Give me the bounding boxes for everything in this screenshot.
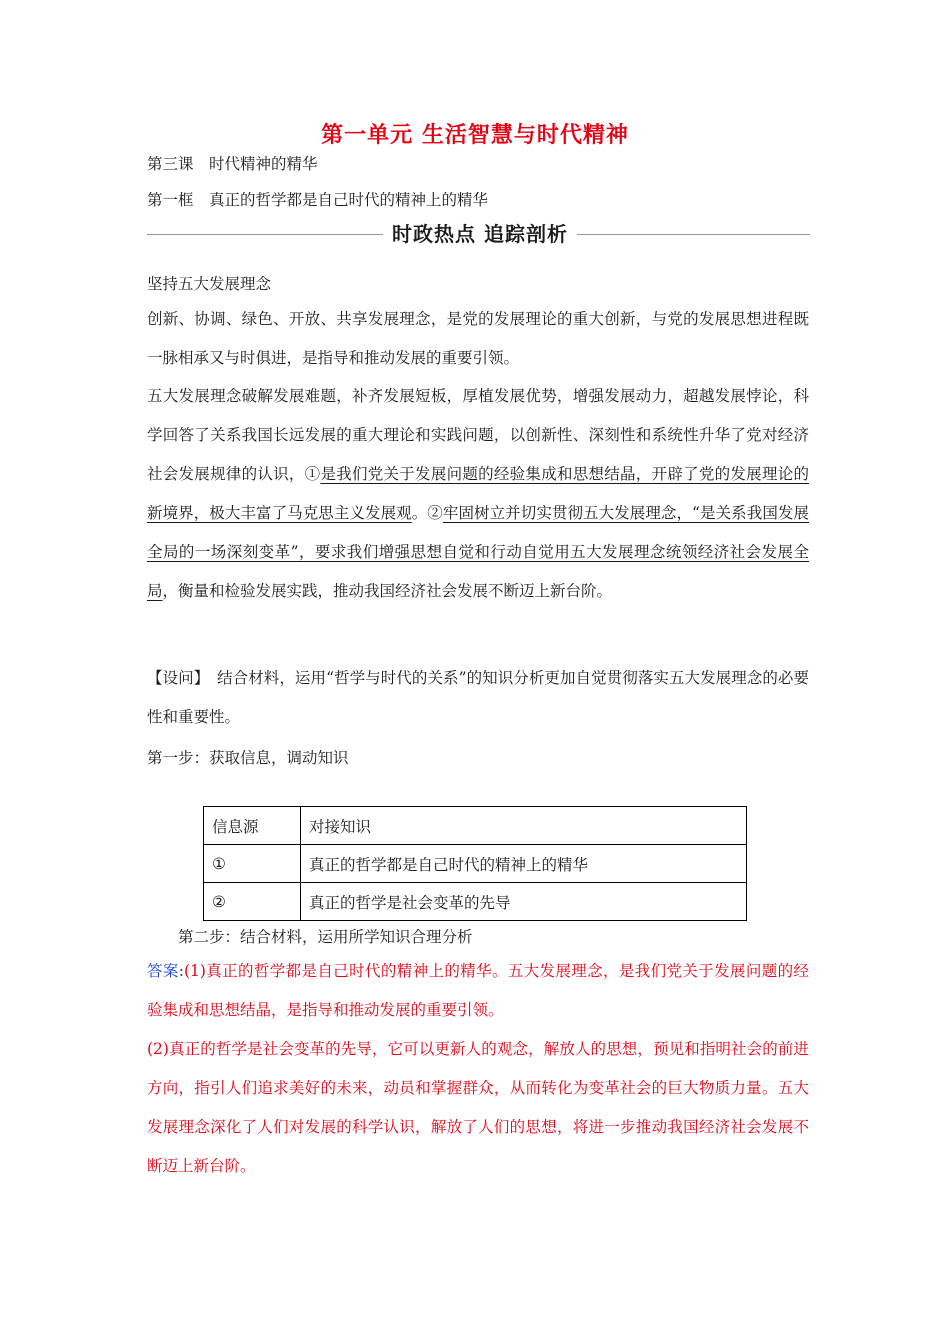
banner-rule-right <box>577 234 810 235</box>
material-text: 。② <box>411 504 443 522</box>
table-header-row <box>204 807 747 845</box>
section-banner-text: 时政热点 追踪剖析 <box>392 222 568 246</box>
question-label: 【设问】 <box>147 669 202 687</box>
answer-paragraph-1 <box>147 952 809 1030</box>
material-text: ，衡量和检验发展实践，推动我国经济社会发展不断迈上新台阶。 <box>162 582 613 600</box>
table-row <box>204 845 747 883</box>
underlined-point-1: 是我们党关于发展问题的经验集成和思想结晶，开辟了党的发展理论的新境界，极大丰富了马克思主义发展观 <box>147 465 809 522</box>
answer-label: 答案: <box>147 962 184 980</box>
material-paragraph-2 <box>147 377 809 611</box>
banner-rule-left <box>147 234 383 235</box>
topic-title: 坚持五大发展理念 <box>147 275 272 293</box>
section-banner <box>147 218 810 250</box>
step-two-heading: 第二步：结合材料，运用所学知识合理分析 <box>178 928 473 946</box>
frame-heading: 第一框 真正的哲学都是自己时代的精神上的精华 <box>147 191 489 209</box>
table-cell-knowledge: 真正的哲学是社会变革的先导 <box>301 883 747 921</box>
material-paragraph-1: 创新、协调、绿色、开放、共享发展理念，是党的发展理论的重大创新，与党的发展思想进程既一脉相承又与时俱进，是指导和推动发展的重要引领。 <box>147 310 809 367</box>
material-text: 五大发展理念破解发展难题，补齐发展短板，厚植发展优势，增强发展动力，超越发展悖论，科学回答了关系我国长远发展的重大理论和实践问题，以创新性、深刻性和系统性升华了党对经济社会发展规律的认识，① <box>147 387 809 483</box>
question-text: 结合材料，运用“哲学与时代的关系”的知识分析更加自觉贯彻落实五大发展理念的必要性和重要性。 <box>147 669 809 726</box>
table-cell-knowledge: 真正的哲学都是自己时代的精神上的精华 <box>301 845 747 883</box>
info-source-table <box>203 806 747 921</box>
table-cell-source: ① <box>204 845 301 883</box>
table-cell-source: ② <box>204 883 301 921</box>
answer-text: (1)真正的哲学都是自己时代的精神上的精华。五大发展理念，是我们党关于发展问题的经验集成和思想结晶，是指导和推动发展的重要引领。 <box>147 962 809 1019</box>
question-paragraph <box>147 659 809 737</box>
underlined-point-2: 牢固树立并切实贯彻五大发展理念，“是关系我国发展全局的一场深刻变革”，要求我们增强思想自觉和行动自觉用五大发展理念统领经济社会发展全局 <box>147 504 809 600</box>
answer-paragraph-2: (2)真正的哲学是社会变革的先导，它可以更新人的观念，解放人的思想，预见和指明社会的前进方向，指引人们追求美好的未来，动员和掌握群众，从而转化为变革社会的巨大物质力量。五大发展理念深化了人们对发展的科学认识，解放了人们的思想，将进一步推动我国经济社会发展不断迈上新台阶。 <box>147 1040 809 1175</box>
table-row <box>204 883 747 921</box>
table-header-cell: 对接知识 <box>301 807 747 845</box>
table-header-cell: 信息源 <box>204 807 301 845</box>
lesson-heading: 第三课 时代精神的精华 <box>147 155 318 173</box>
unit-title: 第一单元 生活智慧与时代精神 <box>321 122 629 148</box>
step-one-heading: 第一步：获取信息，调动知识 <box>147 749 349 767</box>
